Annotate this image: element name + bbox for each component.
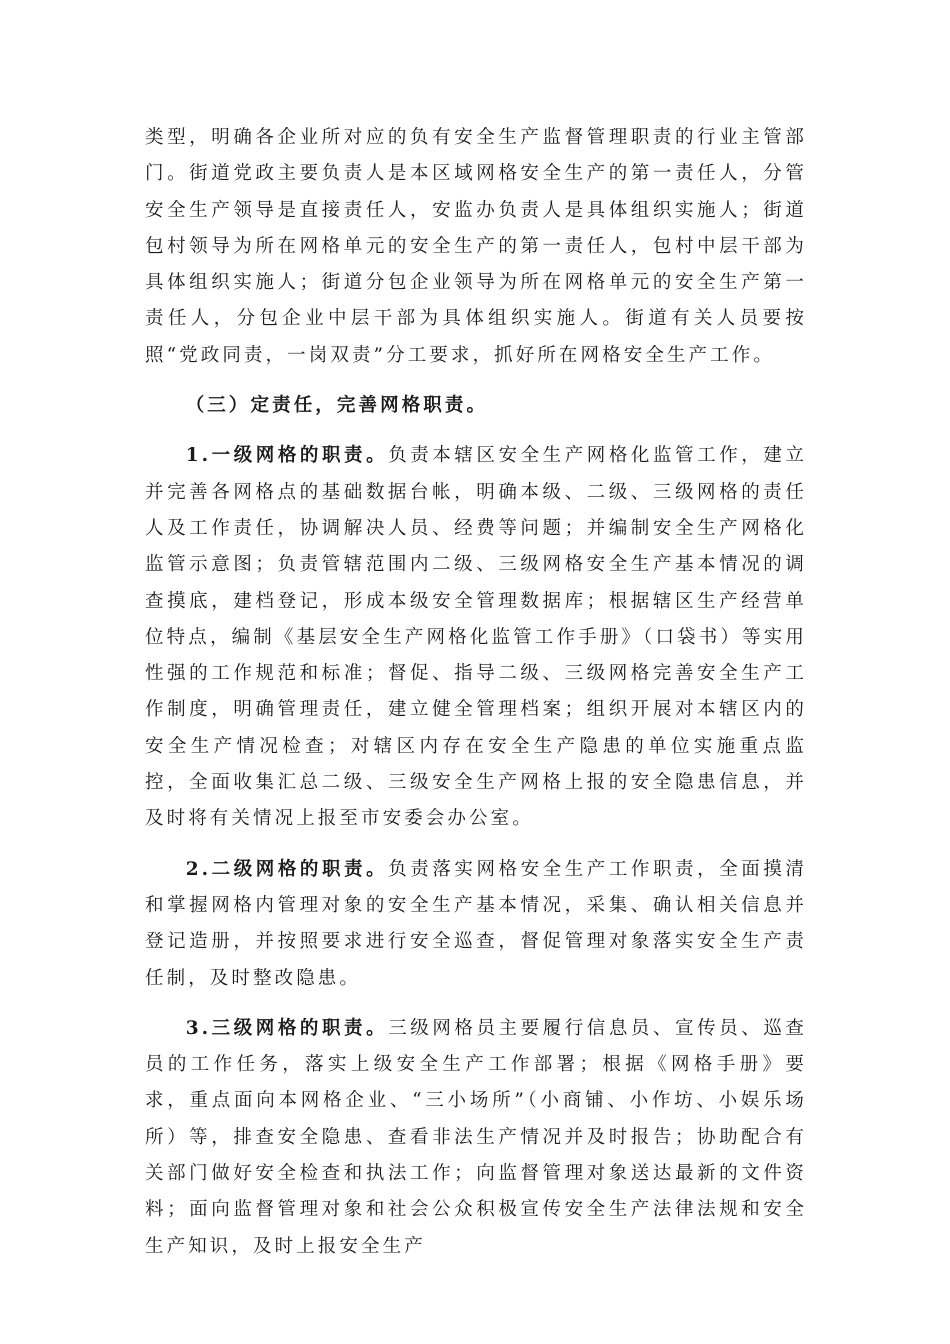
item-1-paragraph	[145, 438, 807, 837]
document-page	[145, 120, 807, 1265]
item-1-title: 1.一级网格的职责。	[185, 445, 389, 467]
item-3-body: 三级网格员主要履行信息员、宣传员、巡查员的工作任务，落实上级安全生产工作部署；根据《网格手册》要求，重点面向本网格企业、“三小场所”（小商铺、小作坊、小娱乐场所）等，排查安全隐患、查看非法生产情况并及时报告；协助配合有关部门做好安全检查和执法工作；向监督管理对象送达最新的文件资料；面向监督管理对象和社会公众积极宣传安全生产法律法规和安全生产知识，及时上报安全生产	[145, 1017, 807, 1257]
item-2-paragraph	[145, 852, 807, 997]
item-2-body: 负责落实网格安全生产工作职责，全面摸清和掌握网格内管理对象的安全生产基本情况，采集、确认相关信息并登记造册，并按照要求进行安全巡查，督促管理对象落实安全生产责任制，及时整改隐患。	[145, 858, 807, 989]
item-3-title: 3.三级网格的职责。	[185, 1017, 389, 1039]
item-3-paragraph	[145, 1011, 807, 1265]
item-1-body: 负责本辖区安全生产网格化监管工作，建立并完善各网格点的基础数据台帐，明确本级、二级、三级网格的责任人及工作责任，协调解决人员、经费等问题；并编制安全生产网格化监管示意图；负责管辖范围内二级、三级网格安全生产基本情况的调查摸底，建档登记，形成本级安全管理数据库；根据辖区生产经营单位特点，编制《基层安全生产网格化监管工作手册》（口袋书）等实用性强的工作规范和标准；督促、指导二级、三级网格完善安全生产工作制度，明确管理责任，建立健全管理档案；组织开展对本辖区内的安全生产情况检查；对辖区内存在安全生产隐患的单位实施重点监控，全面收集汇总二级、三级安全生产网格上报的安全隐患信息，并及时将有关情况上报至市安委会办公室。	[145, 445, 807, 830]
intro-paragraph: 类型，明确各企业所对应的负有安全生产监督管理职责的行业主管部门。街道党政主要负责人是本区域网格安全生产的第一责任人，分管安全生产领导是直接责任人，安监办负责人是具体组织实施人；街道包村领导为所在网格单元的安全生产的第一责任人，包村中层干部为具体组织实施人；街道分包企业领导为所在网格单元的安全生产第一责任人，分包企业中层干部为具体组织实施人。街道有关人员要按照“党政同责，一岗双责”分工要求，抓好所在网格安全生产工作。	[145, 127, 807, 366]
item-2-title: 2.二级网格的职责。	[185, 858, 389, 880]
section-heading: （三）定责任，完善网格职责。	[185, 395, 489, 417]
